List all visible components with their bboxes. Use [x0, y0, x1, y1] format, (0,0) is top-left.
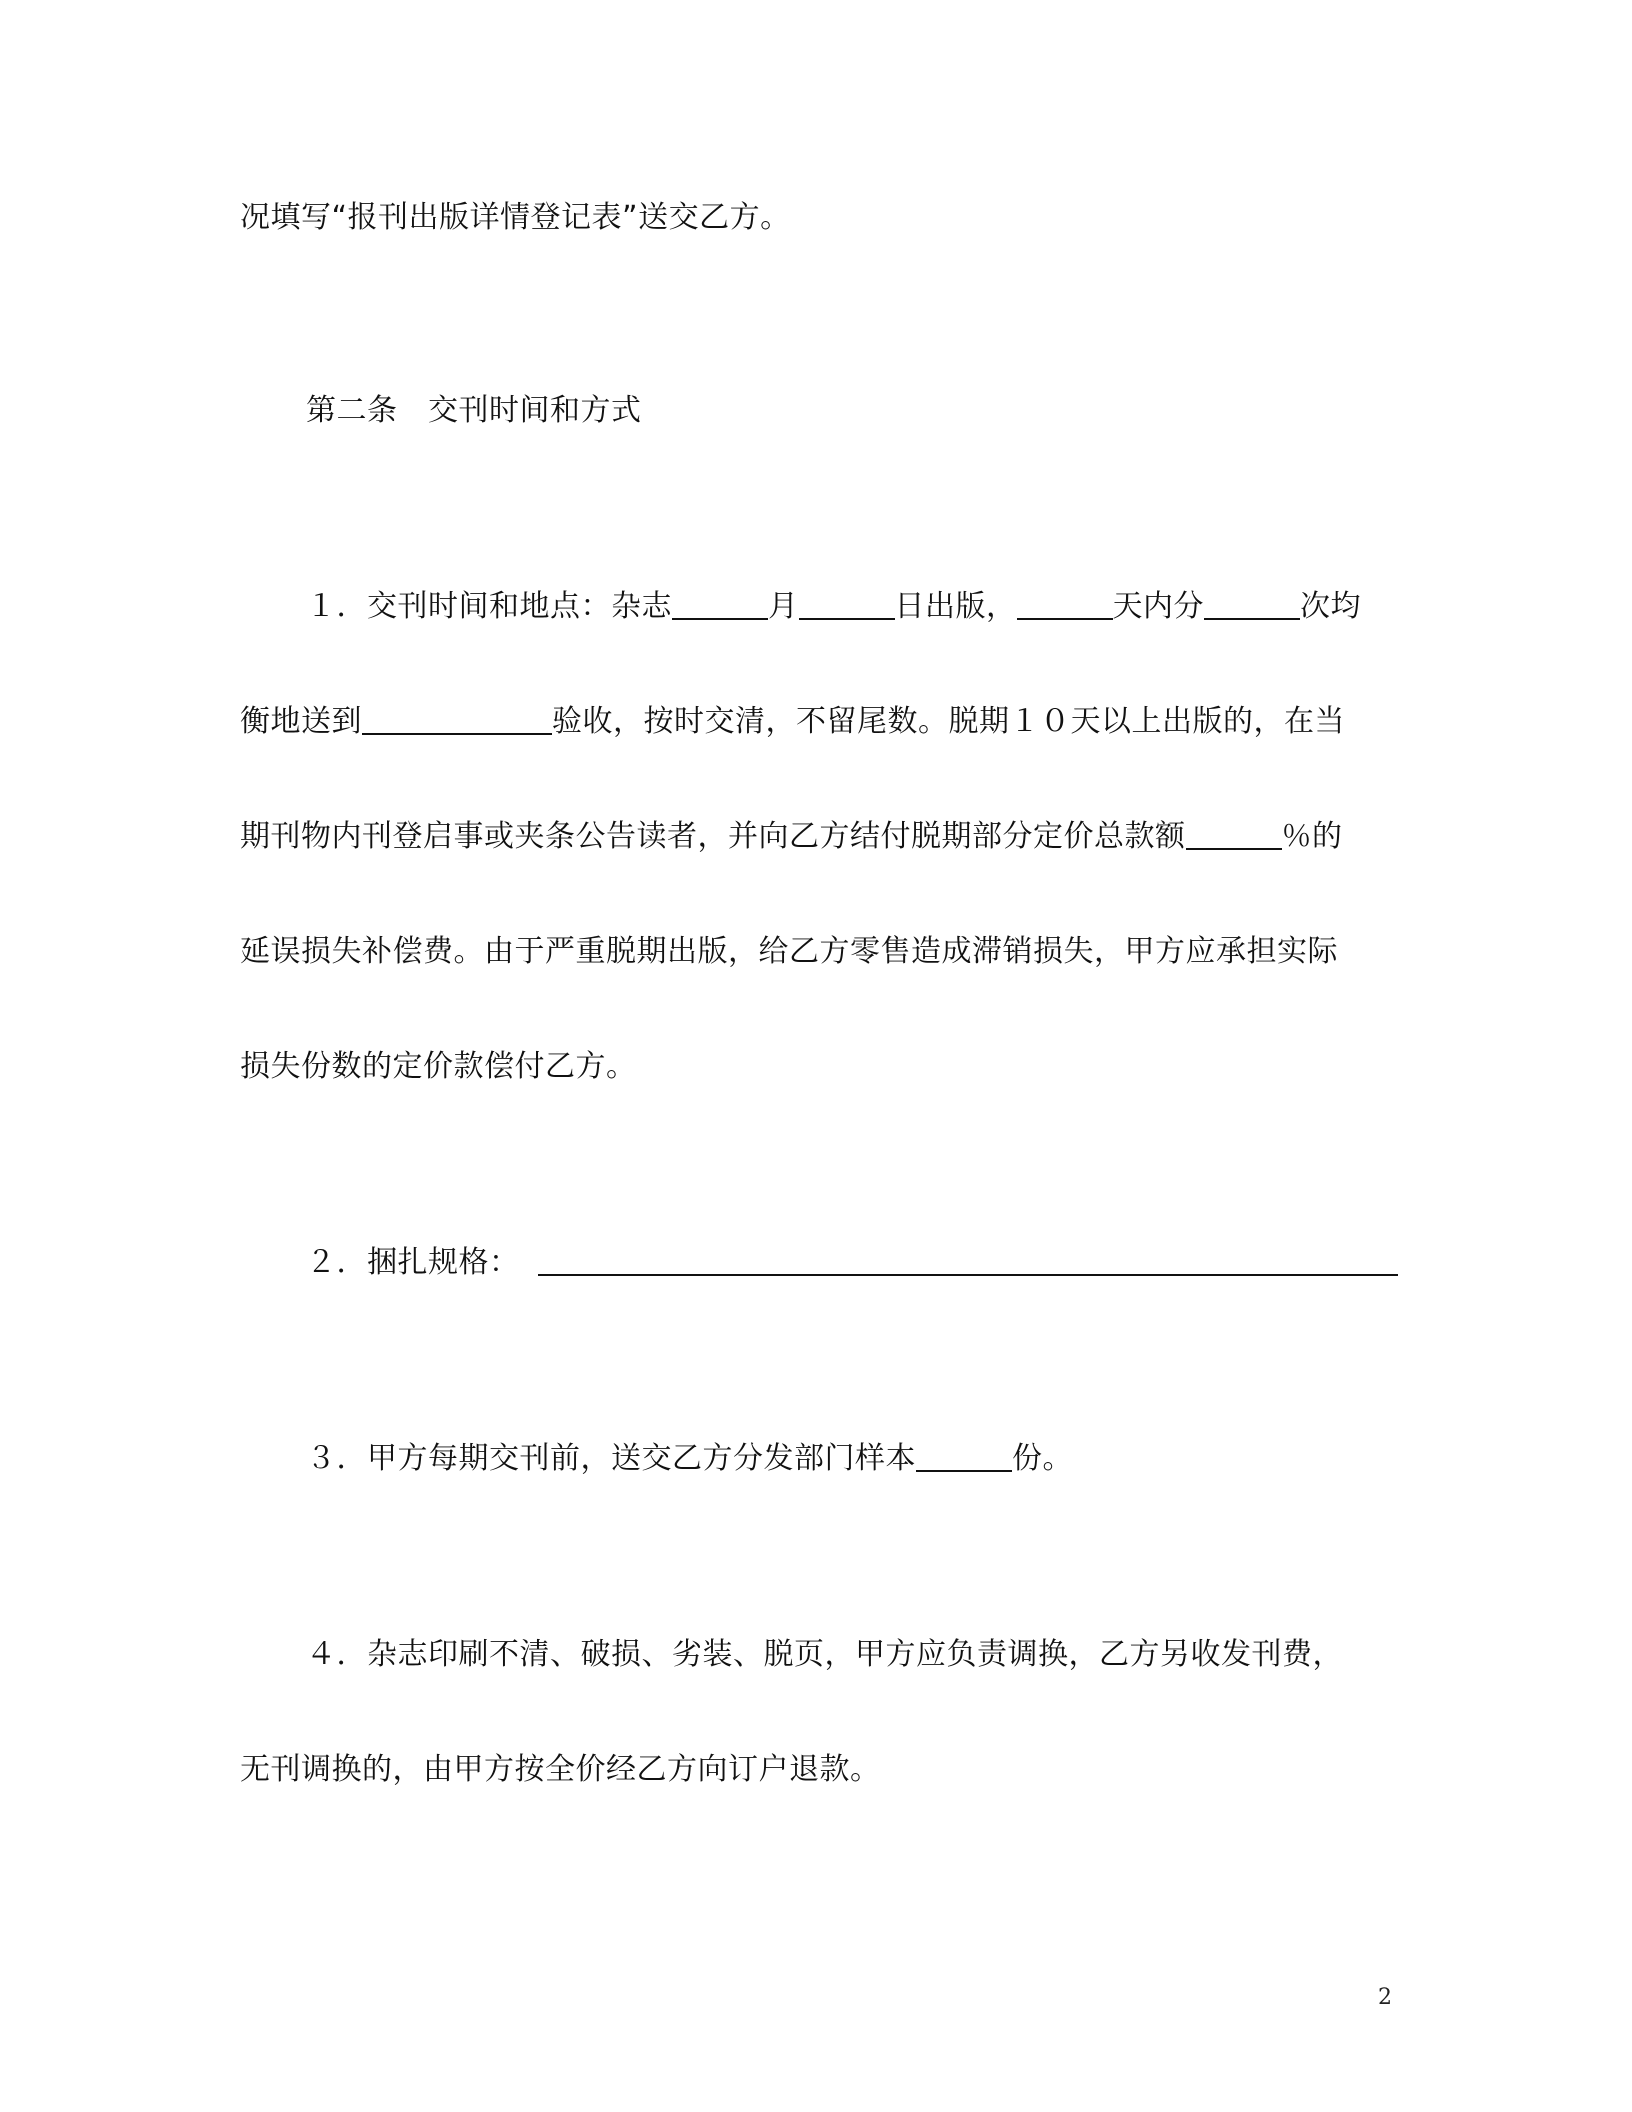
line-text: 天内分	[1112, 589, 1204, 624]
line-text: 日出版，	[894, 589, 1017, 624]
line-text: 况填写“报刊出版详情登记表”送交乙方。	[240, 200, 791, 235]
clause-1-line-5	[240, 1047, 1392, 1087]
clause-4-line-2	[240, 1750, 1392, 1790]
line-text: 损失份数的定价款偿付乙方。	[240, 1049, 637, 1084]
line-text: ％的	[1281, 819, 1343, 854]
clause-1-line-3	[240, 817, 1392, 857]
article-heading	[306, 391, 1392, 431]
fill-blank-days[interactable]	[1017, 588, 1113, 620]
fill-blank-month[interactable]	[672, 588, 768, 620]
fill-blank-sample-copies[interactable]	[916, 1440, 1012, 1472]
clause-1-line-4	[240, 932, 1392, 972]
page-number: 2	[1378, 1985, 1392, 2010]
line-text: 无刊调换的，由甲方按全价经乙方向订户退款。	[240, 1752, 881, 1787]
clause-3	[306, 1439, 1392, 1479]
fill-blank-percent[interactable]	[1186, 818, 1282, 850]
line-text: 月	[768, 589, 799, 624]
fill-blank-times[interactable]	[1204, 588, 1300, 620]
clause-2	[306, 1243, 1392, 1283]
line-text: 验收，按时交清，不留尾数。脱期１０天以上出版的，在当	[552, 704, 1345, 739]
line-text: ３．甲方每期交刊前，送交乙方分发部门样本	[306, 1441, 916, 1476]
line-text: 延误损失补偿费。由于严重脱期出版，给乙方零售造成滞销损失，甲方应承担实际	[240, 934, 1338, 969]
fill-blank-bundle-spec[interactable]	[538, 1244, 1398, 1276]
fill-blank-day[interactable]	[799, 588, 895, 620]
line-text: 份。	[1012, 1441, 1073, 1476]
line-text: １．交刊时间和地点：杂志	[306, 589, 672, 624]
line-text: ４．杂志印刷不清、破损、劣装、脱页，甲方应负责调换，乙方另收发刊费，	[306, 1637, 1343, 1672]
heading-text: 第二条 交刊时间和方式	[306, 393, 642, 428]
fill-blank-destination[interactable]	[362, 703, 552, 735]
clause-1-line-2	[240, 702, 1392, 742]
line-text: 次均	[1300, 589, 1361, 624]
clause-1-line-1	[306, 587, 1392, 627]
line-text: 衡地送到	[240, 704, 362, 739]
line-text: 期刊物内刊登启事或夹条公告读者，并向乙方结付脱期部分定价总款额	[240, 819, 1186, 854]
line-text: ２．捆扎规格：	[306, 1245, 520, 1280]
text-line-1	[240, 198, 1392, 238]
clause-4-line-1	[306, 1635, 1392, 1675]
